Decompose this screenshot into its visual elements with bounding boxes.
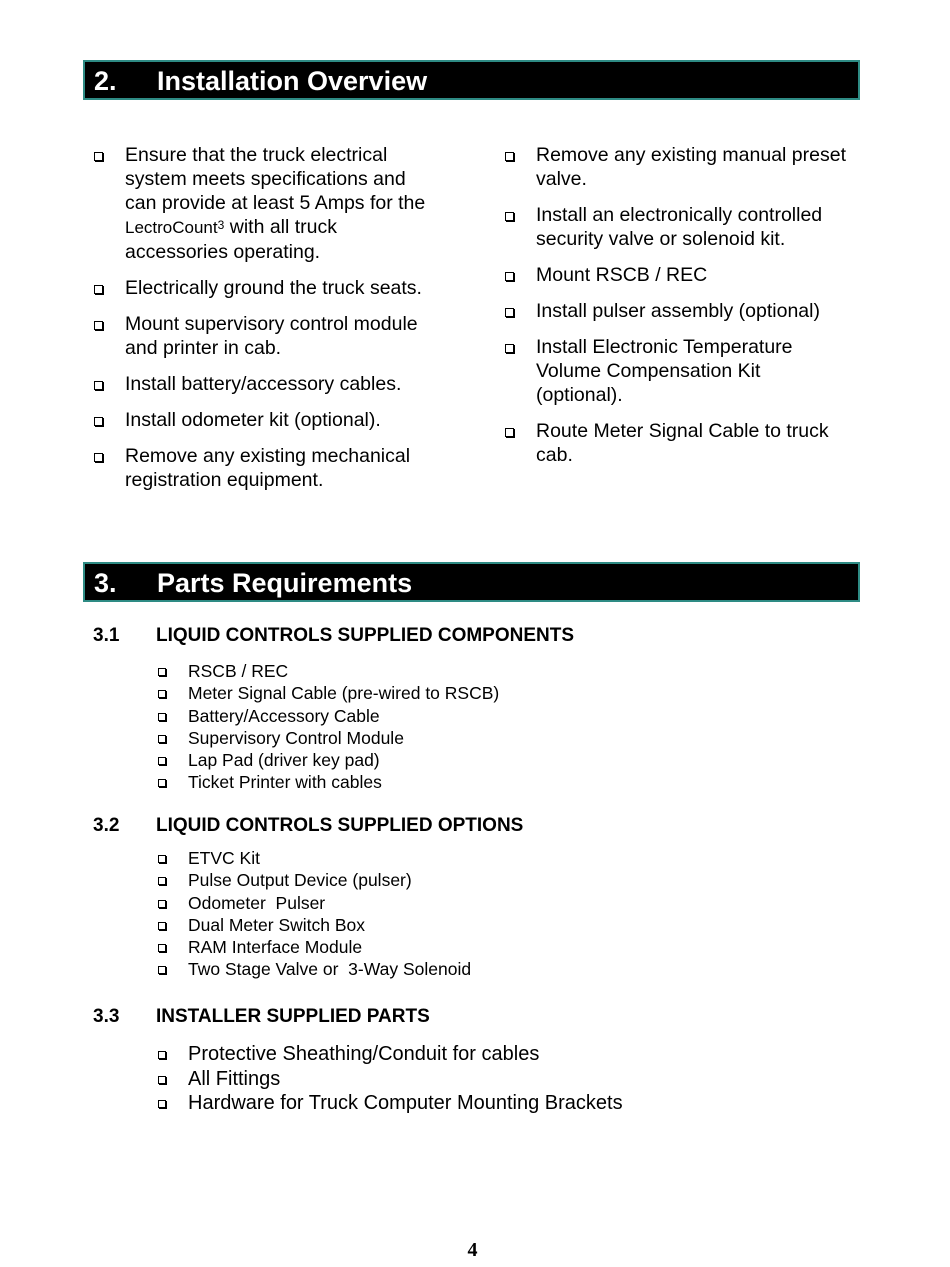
- checkbox-bullet-icon: [505, 344, 514, 353]
- checkbox-bullet-icon: [505, 308, 514, 317]
- checkbox-bullet-icon: [158, 713, 166, 721]
- subsection-title: LIQUID CONTROLS SUPPLIED COMPONENTS: [156, 625, 575, 646]
- checkbox-bullet-icon: [158, 779, 166, 787]
- checkbox-bullet-icon: [158, 855, 166, 863]
- list-item: Electrically ground the truck seats.: [94, 276, 439, 300]
- list-item: Two Stage Valve or 3-Way Solenoid: [158, 958, 471, 980]
- list-item: Install an electronically controlled security valve or solenoid kit.: [505, 203, 850, 251]
- section-3-number: 3.: [94, 568, 117, 598]
- checkbox-bullet-icon: [94, 417, 103, 426]
- brand-name: LectroCount: [125, 218, 218, 237]
- checkbox-bullet-icon: [94, 152, 103, 161]
- checkbox-bullet-icon: [158, 922, 166, 930]
- checkbox-bullet-icon: [505, 152, 514, 161]
- checkbox-bullet-icon: [505, 272, 514, 281]
- list-item: Mount RSCB / REC: [505, 263, 850, 287]
- checkbox-bullet-icon: [158, 1076, 166, 1084]
- list-item: Install odometer kit (optional).: [94, 408, 439, 432]
- checkbox-bullet-icon: [158, 877, 166, 885]
- checkbox-bullet-icon: [158, 1051, 166, 1059]
- checkbox-bullet-icon: [94, 453, 103, 462]
- checkbox-bullet-icon: [94, 285, 103, 294]
- checkbox-bullet-icon: [158, 900, 166, 908]
- list-item: RSCB / REC: [158, 660, 499, 682]
- supplied-components-list: [158, 660, 499, 794]
- checkbox-bullet-icon: [158, 1100, 166, 1108]
- list-item: All Fittings: [158, 1067, 623, 1092]
- supplied-options-list: [158, 847, 471, 981]
- list-item: Install pulser assembly (optional): [505, 299, 850, 323]
- list-item: Pulse Output Device (pulser): [158, 869, 471, 891]
- section-2-number: 2.: [94, 66, 117, 96]
- list-item: Hardware for Truck Computer Mounting Brackets: [158, 1091, 623, 1116]
- installation-steps-left: [94, 143, 439, 504]
- subsection-number: 3.2: [93, 815, 120, 836]
- checkbox-bullet-icon: [94, 381, 103, 390]
- installation-steps-right: [505, 143, 850, 479]
- list-item: Protective Sheathing/Conduit for cables: [158, 1042, 623, 1067]
- section-2-header: [83, 60, 860, 100]
- list-item: Ensure that the truck electrical system meets specifications and can provide at least 5 Amps for the LectroCount$^3$ with all truck accessories operating.: [94, 143, 439, 264]
- section-3-title: Parts Requirements: [157, 568, 413, 598]
- list-item: Lap Pad (driver key pad): [158, 749, 499, 771]
- checkbox-bullet-icon: [158, 757, 166, 765]
- section-3-header: [83, 562, 860, 602]
- checkbox-bullet-icon: [158, 690, 166, 698]
- list-item: Remove any existing manual preset valve.: [505, 143, 850, 191]
- installer-parts-list: [158, 1042, 623, 1116]
- list-item: Dual Meter Switch Box: [158, 914, 471, 936]
- checkbox-bullet-icon: [505, 212, 514, 221]
- brand-superscript: 3: [217, 218, 225, 232]
- section-2-title: Installation Overview: [157, 66, 428, 96]
- checkbox-bullet-icon: [158, 668, 166, 676]
- list-item: ETVC Kit: [158, 847, 471, 869]
- list-item: Route Meter Signal Cable to truck cab.: [505, 419, 850, 467]
- checkbox-bullet-icon: [158, 944, 166, 952]
- list-item: Odometer Pulser: [158, 892, 471, 914]
- subsection-number: 3.3: [93, 1006, 120, 1027]
- subsection-title: INSTALLER SUPPLIED PARTS: [156, 1006, 430, 1027]
- checkbox-bullet-icon: [94, 321, 103, 330]
- list-item: Mount supervisory control module and printer in cab.: [94, 312, 439, 360]
- subsection-number: 3.1: [93, 625, 120, 646]
- list-item: Install Electronic Temperature Volume Compensation Kit (optional).: [505, 335, 850, 407]
- checkbox-bullet-icon: [505, 428, 514, 437]
- page-number: 4: [467, 1239, 478, 1261]
- list-item: Ticket Printer with cables: [158, 771, 499, 793]
- list-item: RAM Interface Module: [158, 936, 471, 958]
- checkbox-bullet-icon: [158, 735, 166, 743]
- list-item: Remove any existing mechanical registration equipment.: [94, 444, 439, 492]
- list-item: Meter Signal Cable (pre-wired to RSCB): [158, 682, 499, 704]
- checkbox-bullet-icon: [158, 966, 166, 974]
- list-item: Supervisory Control Module: [158, 727, 499, 749]
- list-item: Install battery/accessory cables.: [94, 372, 439, 396]
- list-item: Battery/Accessory Cable: [158, 705, 499, 727]
- subsection-title: LIQUID CONTROLS SUPPLIED OPTIONS: [156, 815, 524, 836]
